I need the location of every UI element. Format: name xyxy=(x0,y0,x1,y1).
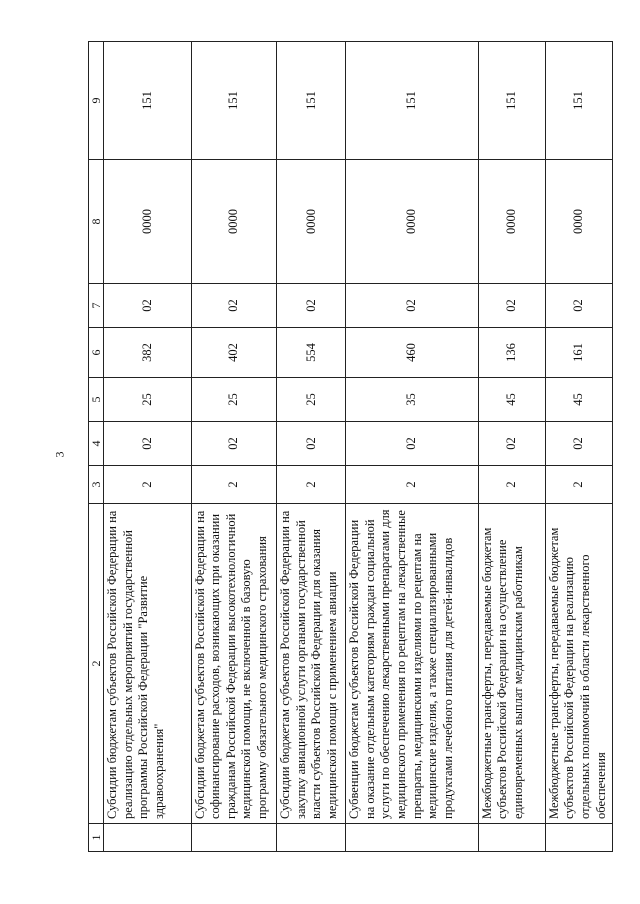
code-cell-6: 382 xyxy=(104,328,192,378)
description-cell: Субсидии бюджетам субъектов Российской Федерации на реализацию отдельных мероприятий государственной программы Российской Федерации "Развитие здравоохранения" xyxy=(104,504,192,824)
code-cell-7: 02 xyxy=(191,284,277,328)
description-cell: Субвенции бюджетам субъектов Российской Федерации на оказание отдельным категориям граждан социальной услуги по обеспечению лекарственными препаратами для медицинского применения по рецептам на лекарственные препараты, медицинскими изделиями по рецептам на медицинские изделия, а также специализированными продуктами лечебного питания для детей-инвалидов xyxy=(346,504,478,824)
code-cell-4: 02 xyxy=(191,422,277,466)
code-cell-4: 02 xyxy=(478,422,545,466)
table-row xyxy=(104,42,192,852)
code-cell-3: 2 xyxy=(104,466,192,504)
code-cell-9: 151 xyxy=(191,42,277,160)
code-cell-5: 35 xyxy=(346,378,478,422)
code-cell-4: 02 xyxy=(346,422,478,466)
page-number: 3 xyxy=(52,451,67,458)
code-cell-7: 02 xyxy=(346,284,478,328)
code-cell-7: 02 xyxy=(277,284,346,328)
code-cell-8: 0000 xyxy=(545,160,612,284)
table-row xyxy=(478,42,545,852)
row-number-cell xyxy=(104,824,192,852)
table-row xyxy=(191,42,277,852)
code-cell-8: 0000 xyxy=(478,160,545,284)
row-number-cell xyxy=(478,824,545,852)
header-row xyxy=(89,42,104,852)
code-cell-6: 161 xyxy=(545,328,612,378)
code-cell-8: 0000 xyxy=(104,160,192,284)
code-cell-7: 02 xyxy=(478,284,545,328)
code-cell-3: 2 xyxy=(191,466,277,504)
code-cell-6: 402 xyxy=(191,328,277,378)
code-cell-9: 151 xyxy=(104,42,192,160)
rotated-table-container xyxy=(88,42,613,852)
code-cell-3: 2 xyxy=(545,466,612,504)
table-row xyxy=(277,42,346,852)
row-number-cell xyxy=(191,824,277,852)
code-cell-5: 25 xyxy=(277,378,346,422)
code-cell-9: 151 xyxy=(346,42,478,160)
description-cell: Субсидии бюджетам субъектов Российской Федерации на софинансирование расходов, возникающих при оказании гражданам Российской Федерации высокотехнологичной медицинской помощи, не включенной в базовую программу обязательного медицинского страхования xyxy=(191,504,277,824)
code-cell-5: 45 xyxy=(478,378,545,422)
code-cell-4: 02 xyxy=(104,422,192,466)
code-cell-9: 151 xyxy=(478,42,545,160)
code-cell-4: 02 xyxy=(277,422,346,466)
code-cell-9: 151 xyxy=(277,42,346,160)
header-col-6: 6 xyxy=(89,328,104,378)
table-row xyxy=(545,42,612,852)
code-cell-3: 2 xyxy=(277,466,346,504)
code-cell-6: 554 xyxy=(277,328,346,378)
code-cell-3: 2 xyxy=(478,466,545,504)
code-cell-7: 02 xyxy=(545,284,612,328)
row-number-cell xyxy=(346,824,478,852)
header-col-9: 9 xyxy=(89,42,104,160)
table-row xyxy=(346,42,478,852)
description-cell: Межбюджетные трансферты, передаваемые бюджетам субъектов Российской Федерации на осуществление единовременных выплат медицинским работникам xyxy=(478,504,545,824)
code-cell-9: 151 xyxy=(545,42,612,160)
header-col-2: 2 xyxy=(89,504,104,824)
code-cell-6: 460 xyxy=(346,328,478,378)
code-cell-8: 0000 xyxy=(346,160,478,284)
code-cell-5: 45 xyxy=(545,378,612,422)
code-cell-5: 25 xyxy=(104,378,192,422)
header-col-8: 8 xyxy=(89,160,104,284)
header-col-3: 3 xyxy=(89,466,104,504)
code-cell-8: 0000 xyxy=(277,160,346,284)
row-number-cell xyxy=(277,824,346,852)
header-col-1: 1 xyxy=(89,824,104,852)
header-col-7: 7 xyxy=(89,284,104,328)
code-cell-8: 0000 xyxy=(191,160,277,284)
header-col-5: 5 xyxy=(89,378,104,422)
code-cell-7: 02 xyxy=(104,284,192,328)
header-col-4: 4 xyxy=(89,422,104,466)
code-cell-4: 02 xyxy=(545,422,612,466)
budget-codes-table xyxy=(88,41,613,852)
code-cell-5: 25 xyxy=(191,378,277,422)
description-cell: Субсидии бюджетам субъектов Российской Федерации на закупку авиационной услуги органами государственной власти субъектов Российской Федерации для оказания медицинской помощи с применением авиации xyxy=(277,504,346,824)
code-cell-3: 2 xyxy=(346,466,478,504)
row-number-cell xyxy=(545,824,612,852)
code-cell-6: 136 xyxy=(478,328,545,378)
description-cell: Межбюджетные трансферты, передаваемые бюджетам субъектов Российской Федерации на реализацию отдельных полномочий в области лекарственного обеспечения xyxy=(545,504,612,824)
